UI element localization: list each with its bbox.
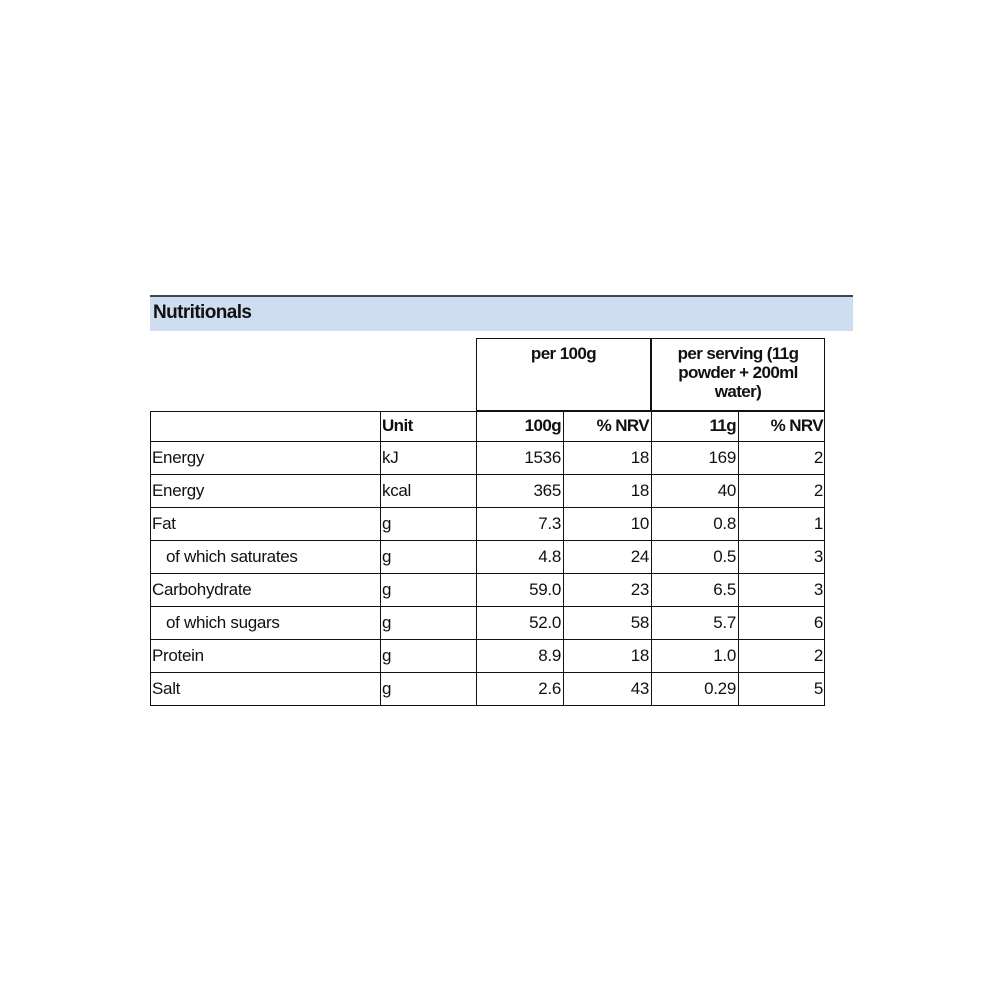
row-divider [150, 441, 825, 442]
per-serving-nrv-value: 2 [813, 481, 823, 500]
per-100g-value: 59.0 [529, 580, 561, 599]
per-serving-value: 5.7 [713, 613, 736, 632]
per-serving-value: 0.29 [704, 679, 736, 698]
row-divider [150, 507, 825, 508]
per-100g-nrv-value: 18 [630, 646, 649, 665]
per-serving-nrv-value: 3 [813, 547, 823, 566]
per-100g-nrv-value: 18 [630, 448, 649, 467]
per-100g-nrv-value: 24 [630, 547, 649, 566]
row-divider [150, 672, 825, 673]
row-divider [150, 540, 825, 541]
per-serving-value: 0.5 [713, 547, 736, 566]
per-100g-nrv-value: 58 [630, 613, 649, 632]
per-100g-value: 1536 [524, 448, 561, 467]
nutrient-name: of which saturates [166, 547, 298, 566]
nutrient-name: Energy [152, 481, 205, 500]
per-serving-value: 169 [708, 448, 736, 467]
per-100g-column-header: 100g [524, 416, 561, 435]
per-serving-group-header: per serving (11g powder + 200ml water) [677, 344, 799, 401]
per-100g-value: 52.0 [529, 613, 561, 632]
nutrient-unit: g [382, 679, 392, 698]
per-100g-nrv-column-header: % NRV [596, 416, 649, 435]
column-divider [380, 411, 381, 706]
nutrient-name: Energy [152, 448, 205, 467]
section-title: Nutritionals [153, 302, 252, 323]
per-100g-nrv-value: 18 [630, 481, 649, 500]
per-100g-nrv-value: 23 [630, 580, 649, 599]
nutrient-name: Salt [152, 679, 181, 698]
nutrient-name: of which sugars [166, 613, 280, 632]
per-serving-nrv-value: 2 [813, 448, 823, 467]
per-serving-nrv-value: 6 [813, 613, 823, 632]
per-serving-column-header: 11g [709, 416, 736, 435]
nutrient-unit: kJ [382, 448, 399, 467]
per-serving-nrv-column-header: % NRV [770, 416, 823, 435]
nutrient-unit: g [382, 547, 392, 566]
per-serving-value: 6.5 [713, 580, 736, 599]
per-serving-nrv-value: 1 [813, 514, 823, 533]
row-divider [150, 573, 825, 574]
nutrient-unit: g [382, 580, 392, 599]
per-100g-group-header: per 100g [530, 344, 597, 363]
row-divider [150, 474, 825, 475]
per-100g-value: 7.3 [538, 514, 561, 533]
per-100g-value: 4.8 [538, 547, 561, 566]
per-serving-value: 1.0 [713, 646, 736, 665]
nutrient-name: Carbohydrate [152, 580, 252, 599]
per-serving-value: 40 [717, 481, 736, 500]
per-100g-nrv-value: 10 [630, 514, 649, 533]
nutrient-unit: kcal [382, 481, 412, 500]
nutrient-unit: g [382, 646, 392, 665]
per-100g-value: 2.6 [538, 679, 561, 698]
section-header [150, 295, 853, 331]
unit-column-header: Unit [382, 416, 413, 435]
per-100g-value: 365 [533, 481, 561, 500]
nutrient-unit: g [382, 514, 392, 533]
per-serving-value: 0.8 [713, 514, 736, 533]
row-divider [150, 606, 825, 607]
per-serving-nrv-value: 2 [813, 646, 823, 665]
per-100g-nrv-value: 43 [630, 679, 649, 698]
nutrient-unit: g [382, 613, 392, 632]
per-100g-value: 8.9 [538, 646, 561, 665]
per-serving-nrv-value: 5 [813, 679, 823, 698]
nutrient-name: Fat [152, 514, 176, 533]
row-divider [150, 639, 825, 640]
nutrient-name: Protein [152, 646, 204, 665]
per-serving-nrv-value: 3 [813, 580, 823, 599]
